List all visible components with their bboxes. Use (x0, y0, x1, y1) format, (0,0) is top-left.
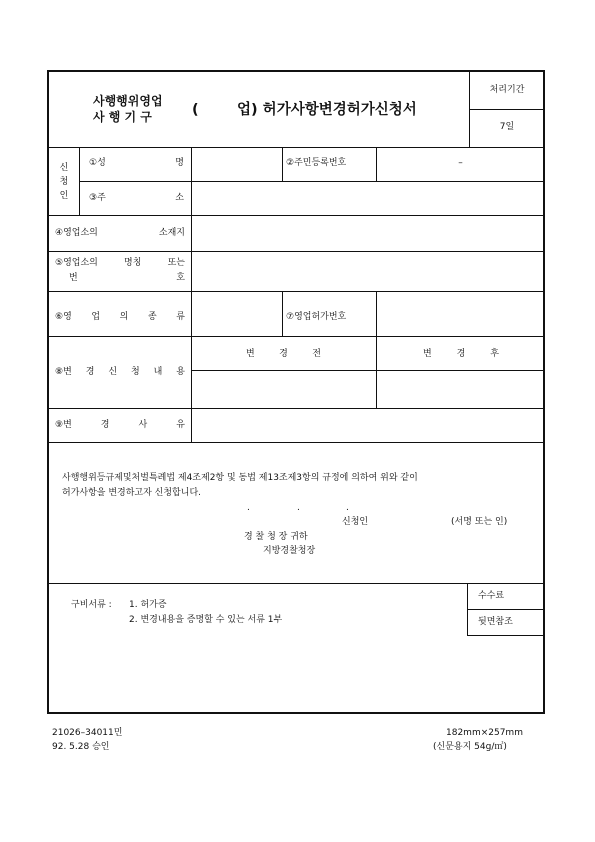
license-number-field[interactable] (377, 292, 544, 335)
after-change-field[interactable] (377, 371, 544, 407)
statement-line-2: 허가사항을 변경하고자 신청합니다. (62, 488, 201, 498)
address-label: ③주 소 (89, 193, 184, 203)
before-change-field[interactable] (192, 371, 375, 407)
statement-line-1: 사행행위등규제및처벌특례법 제4조제2항 및 동법 제13조제3항의 규정에 의하여 위와 같이 (62, 473, 418, 483)
business-type-label: ⑥영 업 의 종 류 (55, 312, 185, 322)
office-location-field[interactable] (192, 216, 544, 250)
title-paren: ( (192, 102, 199, 118)
change-reason-field[interactable] (192, 409, 544, 441)
paper-spec: (신문용지 54g/㎡) (433, 742, 507, 752)
change-contents-label: ⑧변 경 신 청 내 용 (55, 367, 185, 377)
after-change-header: 변 경 후 (423, 349, 499, 359)
before-change-header: 변 경 전 (246, 349, 321, 359)
title-line-1: 사행행위영업 (93, 94, 163, 108)
processing-period-value: 7일 (499, 122, 515, 132)
approval-date: 92. 5.28 승인 (52, 742, 110, 752)
processing-period-label: 처리기간 (489, 85, 525, 95)
name-label: ①성 명 (89, 158, 184, 168)
office-name-label-line2: 번 호 (69, 273, 185, 283)
rrn-label: ②주민등록번호 (286, 158, 347, 168)
date-dot-month: . (297, 503, 300, 513)
business-type-field[interactable] (192, 292, 281, 335)
applicant-group-label: 신 청 인 (59, 163, 69, 201)
signature-area[interactable]: (서명 또는 인) (451, 517, 508, 527)
paper-size: 182mm×257mm (446, 728, 523, 738)
date-dot-year: . (247, 503, 250, 513)
back-reference: 뒷면참조 (478, 617, 513, 627)
fee-label: 수수료 (478, 591, 505, 601)
form-title: 업) 허가사항변경허가신청서 (237, 102, 417, 118)
form-number: 21026–34011민 (52, 728, 123, 738)
required-docs-label: 구비서류 : (71, 600, 112, 610)
application-form (47, 70, 545, 714)
date-dot-day: . (346, 503, 349, 513)
change-reason-label: ⑨변 경 사 유 (55, 420, 185, 430)
license-number-label: ⑦영업허가번호 (286, 312, 347, 322)
name-field[interactable] (192, 148, 281, 180)
required-doc-1: 1. 허가증 (129, 600, 167, 610)
addressee-police-chief: 경 찰 청 장 귀하 (244, 532, 308, 542)
required-doc-2: 2. 변경내용을 증명할 수 있는 서류 1부 (129, 615, 283, 625)
office-location-label: ④영업소의 소재지 (55, 228, 185, 238)
office-name-field[interactable] (192, 252, 544, 290)
rrn-field[interactable]: – (458, 158, 463, 168)
addressee-regional-chief: 지방경찰청장 (263, 546, 316, 556)
address-field[interactable] (192, 182, 544, 214)
applicant-sign-label: 신청인 (342, 517, 369, 527)
title-line-2: 사 행 기 구 (93, 110, 152, 124)
office-name-label-line1: ⑤영업소의 명칭 또는 (55, 258, 185, 268)
